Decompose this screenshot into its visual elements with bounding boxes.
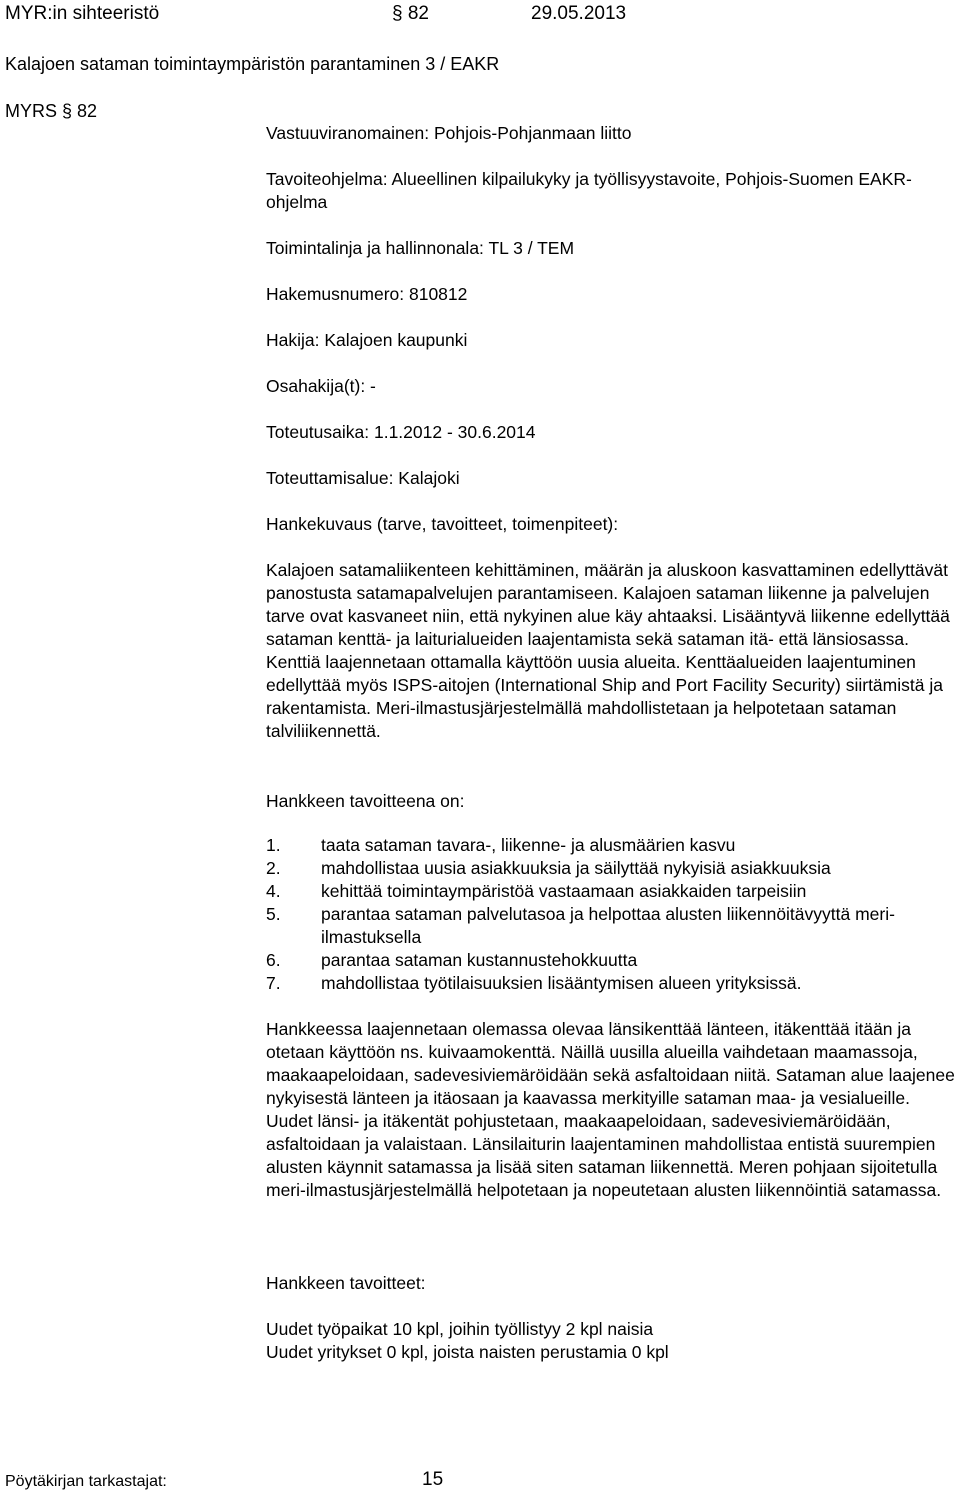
footer-page-number: 15 [422,1469,444,1490]
list-item: 2. mahdollistaa uusia asiakkuuksia ja säilyttää nykyisiä asiakkuuksia [266,858,831,878]
document-title: Kalajoen sataman toimintaympäristön parantaminen 3 / EAKR [5,54,500,74]
list-item: 4. kehittää toimintaympäristöä vastaamaan asiakkaiden tarpeisiin [266,881,807,901]
field-co-applicants: Osahakija(t): - [266,376,376,396]
list-item: 7. mahdollistaa työtilaisuuksien lisääntymisen alueen yrityksissä. [266,973,802,993]
field-program: Tavoiteohjelma: Alueellinen kilpailukyky ja työllisyystavoite, Pohjois-Suomen EAKR-ohjelma [266,169,912,212]
project-description: Kalajoen satamaliikenteen kehittäminen, määrän ja aluskoon kasvattaminen edellyttävät panostusta satamapalvelujen parantamiseen. Kalajoen sataman liikenne ja palvelujen tarve ovat kasvaneet niin, että nykyinen alue käy ahtaaksi. Lisääntyvä liikenne edellyttää sataman kenttä- ja laiturialueiden laajentamista sekä sataman itä- että länsiosassa. Kenttiä laajennetaan ottamalla käyttöön uusia alueita. Kenttäalueiden laajentuminen edellyttää myös ISPS-aitojen (International Ship and Port Facility Security) siirtämistä ja rakentamista. Meri-ilmastusjärjestelmällä mahdollistetaan ja helpotetaan sataman talviliikennettä. [266,560,950,741]
field-priority-axis: Toimintalinja ja hallinnonala: TL 3 / TEM [266,238,575,258]
field-authority: Vastuuviranomainen: Pohjois-Pohjanmaan liitto [266,123,632,143]
header-title: MYR:in sihteeristö [5,3,160,24]
target-companies: Uudet yritykset 0 kpl, joista naisten perustamia 0 kpl [266,1342,669,1362]
header-section: § 82 [392,3,429,24]
field-implementation-period: Toteutusaika: 1.1.2012 - 30.6.2014 [266,422,536,442]
field-applicant: Hakija: Kalajoen kaupunki [266,330,468,350]
expansion-paragraph: Hankkeessa laajennetaan olemassa olevaa länsikenttää länteen, itäkenttää itään ja otetaan käyttöön ns. kuivaamokenttä. Näillä uusilla alueilla vaihdetaan maamassoja, maakaapeloidaan, sadevesiviemäröidään sekä asfaltoidaan niitä. Sataman alue laajenee nykyisestä länteen ja itäosaan ja kaavassa merkityille sataman maa- ja vesialueille. Uudet länsi- ja itäkentät pohjustetaan, maakaapeloidaan, sadevesiviemäröidään, asfaltoidaan ja valaistaan. Länsilaiturin laajentaminen mahdollistaa entistä suurempien alusten käynnit satamassa ja lisää siten sataman liikennettä. Meren pohjaan sijoitetulla meri-ilmastusjärjestelmällä helpotetaan ja nopeutetaan alusten liikennöintiä satamassa. [266,1019,955,1200]
footer-reviewers-label: Pöytäkirjan tarkastajat: [5,1473,167,1490]
goals-heading: Hankkeen tavoitteena on: [266,791,465,811]
target-jobs: Uudet työpaikat 10 kpl, joihin työllistyy 2 kpl naisia [266,1319,654,1339]
field-application-number: Hakemusnumero: 810812 [266,284,468,304]
goals-list [266,834,956,995]
list-item: 5. parantaa sataman palvelutasoa ja helpottaa alusten liikennöitävyyttä meri-ilmastuksella [266,904,895,947]
targets-heading: Hankkeen tavoitteet: [266,1273,426,1293]
field-implementation-area: Toteuttamisalue: Kalajoki [266,468,460,488]
list-item: 1. taata sataman tavara-, liikenne- ja alusmäärien kasvu [266,835,736,855]
header-date: 29.05.2013 [531,3,627,24]
list-item: 6. parantaa sataman kustannustehokkuutta [266,950,638,970]
field-project-description-heading: Hankekuvaus (tarve, tavoitteet, toimenpiteet): [266,514,619,534]
myrs-section: MYRS § 82 [5,101,98,121]
